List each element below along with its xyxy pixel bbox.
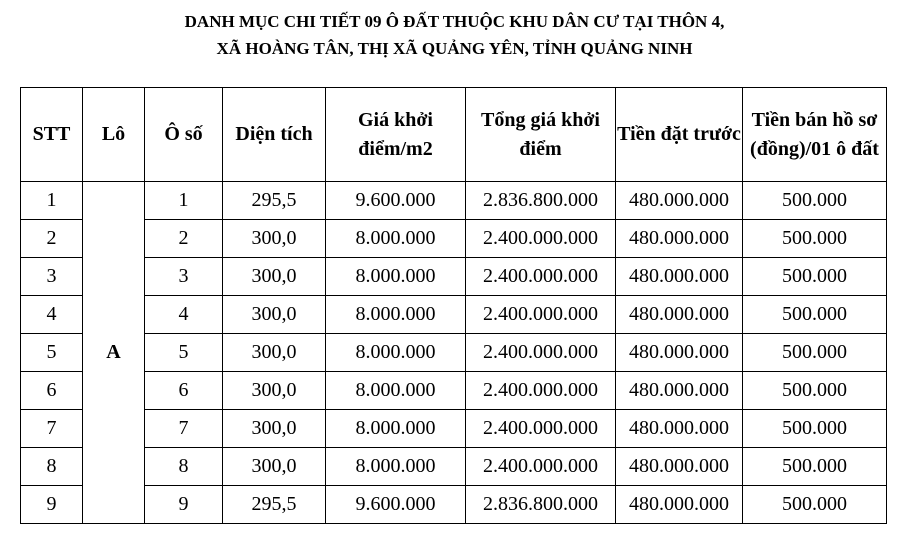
cell-stt: 3	[21, 258, 83, 296]
cell-deposit: 480.000.000	[616, 372, 743, 410]
header-starting-price-per-m2: Giá khởi điểm/m2	[326, 88, 466, 182]
cell-dossier-fee: 500.000	[743, 182, 887, 220]
cell-dossier-fee: 500.000	[743, 220, 887, 258]
cell-area: 300,0	[223, 372, 326, 410]
cell-stt: 5	[21, 334, 83, 372]
cell-total-starting-price: 2.400.000.000	[466, 448, 616, 486]
cell-plot-number: 9	[145, 486, 223, 524]
cell-plot-number: 4	[145, 296, 223, 334]
document-title	[0, 8, 909, 62]
cell-total-starting-price: 2.836.800.000	[466, 182, 616, 220]
cell-total-starting-price: 2.400.000.000	[466, 372, 616, 410]
cell-plot-number: 5	[145, 334, 223, 372]
cell-plot-number: 2	[145, 220, 223, 258]
cell-starting-price-per-m2: 8.000.000	[326, 410, 466, 448]
cell-area: 300,0	[223, 220, 326, 258]
cell-dossier-fee: 500.000	[743, 410, 887, 448]
cell-stt: 2	[21, 220, 83, 258]
header-row	[21, 88, 887, 182]
cell-starting-price-per-m2: 8.000.000	[326, 448, 466, 486]
cell-plot-number: 3	[145, 258, 223, 296]
header-area: Diện tích	[223, 88, 326, 182]
cell-total-starting-price: 2.400.000.000	[466, 296, 616, 334]
cell-area: 295,5	[223, 182, 326, 220]
table-row	[21, 182, 887, 220]
cell-starting-price-per-m2: 8.000.000	[326, 296, 466, 334]
header-lot: Lô	[83, 88, 145, 182]
header-plot-number: Ô số	[145, 88, 223, 182]
cell-starting-price-per-m2: 9.600.000	[326, 182, 466, 220]
header-dossier-fee: Tiền bán hồ sơ (đồng)/01 ô đất	[743, 88, 887, 182]
cell-total-starting-price: 2.400.000.000	[466, 220, 616, 258]
cell-dossier-fee: 500.000	[743, 334, 887, 372]
title-line-1: DANH MỤC CHI TIẾT 09 Ô ĐẤT THUỘC KHU DÂN CƯ TẠI THÔN 4,	[184, 12, 725, 31]
cell-deposit: 480.000.000	[616, 182, 743, 220]
cell-area: 300,0	[223, 296, 326, 334]
cell-plot-number: 7	[145, 410, 223, 448]
table-row	[21, 220, 887, 258]
cell-deposit: 480.000.000	[616, 220, 743, 258]
table-row	[21, 296, 887, 334]
cell-total-starting-price: 2.400.000.000	[466, 334, 616, 372]
header-deposit: Tiền đặt trước	[616, 88, 743, 182]
cell-area: 300,0	[223, 258, 326, 296]
cell-starting-price-per-m2: 8.000.000	[326, 258, 466, 296]
cell-deposit: 480.000.000	[616, 448, 743, 486]
cell-area: 300,0	[223, 448, 326, 486]
cell-lot: A	[83, 182, 145, 524]
table-row	[21, 448, 887, 486]
cell-plot-number: 6	[145, 372, 223, 410]
cell-stt: 1	[21, 182, 83, 220]
cell-deposit: 480.000.000	[616, 334, 743, 372]
table-row	[21, 258, 887, 296]
cell-area: 300,0	[223, 334, 326, 372]
cell-area: 300,0	[223, 410, 326, 448]
header-total-starting-price: Tổng giá khởi điểm	[466, 88, 616, 182]
cell-stt: 9	[21, 486, 83, 524]
table-row	[21, 410, 887, 448]
cell-dossier-fee: 500.000	[743, 486, 887, 524]
cell-starting-price-per-m2: 8.000.000	[326, 220, 466, 258]
cell-starting-price-per-m2: 8.000.000	[326, 334, 466, 372]
cell-total-starting-price: 2.400.000.000	[466, 410, 616, 448]
table-row	[21, 334, 887, 372]
cell-dossier-fee: 500.000	[743, 372, 887, 410]
cell-deposit: 480.000.000	[616, 410, 743, 448]
land-plot-table	[20, 87, 887, 524]
cell-stt: 8	[21, 448, 83, 486]
table-row	[21, 372, 887, 410]
cell-deposit: 480.000.000	[616, 258, 743, 296]
cell-dossier-fee: 500.000	[743, 448, 887, 486]
table-row	[21, 486, 887, 524]
cell-total-starting-price: 2.836.800.000	[466, 486, 616, 524]
title-line-2: XÃ HOÀNG TÂN, THỊ XÃ QUẢNG YÊN, TỈNH QUẢNG NINH	[216, 39, 693, 58]
cell-stt: 7	[21, 410, 83, 448]
cell-plot-number: 1	[145, 182, 223, 220]
cell-dossier-fee: 500.000	[743, 258, 887, 296]
cell-deposit: 480.000.000	[616, 296, 743, 334]
cell-deposit: 480.000.000	[616, 486, 743, 524]
cell-stt: 4	[21, 296, 83, 334]
cell-area: 295,5	[223, 486, 326, 524]
cell-plot-number: 8	[145, 448, 223, 486]
cell-starting-price-per-m2: 9.600.000	[326, 486, 466, 524]
cell-starting-price-per-m2: 8.000.000	[326, 372, 466, 410]
cell-dossier-fee: 500.000	[743, 296, 887, 334]
header-stt: STT	[21, 88, 83, 182]
cell-stt: 6	[21, 372, 83, 410]
cell-total-starting-price: 2.400.000.000	[466, 258, 616, 296]
